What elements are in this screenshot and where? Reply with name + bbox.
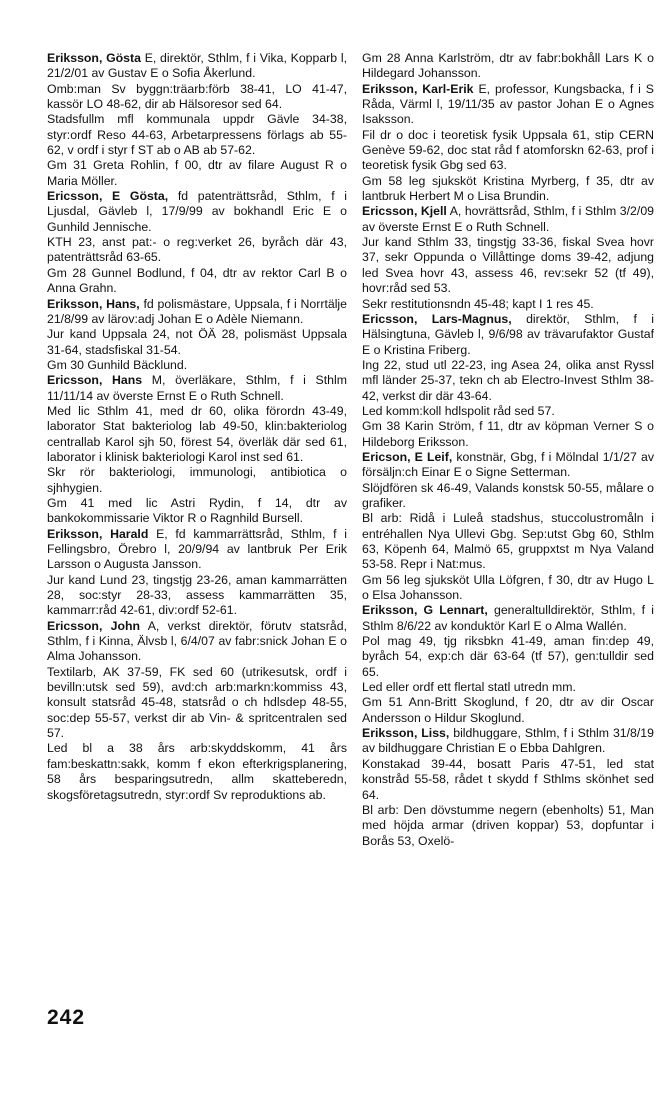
entry-paragraph — [362, 450, 654, 481]
entry-paragraph — [47, 358, 347, 373]
biography-entry — [362, 51, 654, 82]
paragraph-text: Omb:man Sv byggn:träarb:förb 38-41, LO 41-47, kassör LO 48-62, dir ab Hälsoresor sed 64. — [47, 81, 347, 112]
paragraph-text: Led eller ordf ett flertal statl utredn mm. — [362, 680, 576, 695]
entry-paragraph — [47, 465, 347, 496]
entry-paragraph — [362, 603, 654, 634]
paragraph-text: KTH 23, anst pat:- o reg:verket 26, byråch där 43, patenträttsråd 63-65. — [47, 235, 347, 265]
paragraph-text: fd patenträttsråd, Sthlm, f i Ljusdal, Gävleb l, 17/9/99 av bokhandl Eric E o Gunhild Jennische. — [47, 189, 348, 234]
entry-paragraph — [47, 235, 347, 266]
biography-entry — [362, 82, 654, 205]
entry-paragraph — [362, 297, 654, 312]
entry-paragraph — [47, 158, 347, 189]
biography-entry — [47, 373, 347, 526]
paragraph-text: Gm 28 Anna Karlström, dtr av fabr:bokhåll Lars K o Hildegard Johansson. — [362, 51, 654, 81]
paragraph-text: Skr rör bakteriologi, immunologi, antibiotica o sjhhygien. — [47, 465, 347, 495]
paragraph-text: M, överläkare, Sthlm, f i Sthlm 11/11/14 av överste Ernst E o Ruth Schnell. — [47, 373, 347, 403]
entry-paragraph — [362, 481, 654, 512]
entry-paragraph — [362, 312, 654, 358]
paragraph-text: Textilarb, AK 37-59, FK sed 60 (utrikesutsk, ordf i bevilln:utsk sed 59), avd:ch arb:markn:kommiss 43, konsult statsråd 45-48, statsråd o ch hdlsdep 48-55, soc:dep 55-57, verkst dir ab Vin- & spritcentralen sed 57. — [47, 664, 347, 741]
paragraph-text: Jur kand Uppsala 24, not ÖÄ 28, polismäst Uppsala 31-64, stadsfiskal 31-54. — [47, 327, 347, 357]
entry-paragraph — [362, 128, 654, 174]
biography-entry — [47, 51, 347, 189]
entry-paragraph — [47, 297, 347, 328]
paragraph-text: bildhuggare, Sthlm, f i Sthlm 31/8/19 av bildhuggare Christian E o Ebba Dahlgren. — [362, 726, 654, 756]
entry-paragraph — [362, 757, 654, 803]
entry-paragraph — [362, 358, 654, 404]
entry-name: Ericsson, Hans — [47, 373, 143, 388]
entry-paragraph — [47, 112, 347, 158]
entry-name: Eriksson, Karl-Erik — [362, 81, 474, 96]
entry-paragraph — [362, 404, 654, 419]
biography-entry — [362, 312, 654, 450]
entry-name: Eriksson, Liss, — [362, 726, 450, 741]
entry-paragraph — [47, 404, 347, 465]
entry-name: Eriksson, G Lennart, — [362, 603, 488, 618]
paragraph-text: Sekr restitutionsndn 45-48; kapt I 1 res 45. — [362, 296, 594, 311]
paragraph-text: Jur kand Sthlm 33, tingstjg 33-36, fiskal Svea hovr 37, sekr Oppunda o Villåttinge doms 39-42, adjung led Svea hovr 43, assess 46, rev:sekr 52 (tf 49), hovr:råd sed 53. — [362, 235, 654, 296]
paragraph-text: Gm 30 Gunhild Bäcklund. — [47, 357, 188, 372]
biography-entry — [362, 204, 654, 311]
paragraph-text: Gm 31 Greta Rohlin, f 00, dtr av filare August R o Maria Möller. — [47, 158, 347, 188]
entry-paragraph — [47, 573, 347, 619]
entry-name: Eriksson, Gösta — [47, 51, 141, 65]
paragraph-text: fd polismästare, Uppsala, f i Norrtälje 21/8/99 av lärov:adj Johan E o Adèle Niemann. — [47, 296, 348, 326]
biography-entry — [47, 297, 347, 374]
paragraph-text: generaltulldirektör, Sthlm, f i Sthlm 8/6/22 av konduktör Karl E o Alma Wallén. — [362, 603, 654, 633]
entry-paragraph — [362, 695, 654, 726]
entry-paragraph — [47, 189, 347, 235]
paragraph-text: Gm 51 Ann-Britt Skoglund, f 20, dtr av dir Oscar Andersson o Hildur Skoglund. — [362, 695, 654, 725]
entry-paragraph — [362, 204, 654, 235]
entry-name: Ericsson, E Gösta, — [47, 189, 169, 204]
entry-name: Ericsson, John — [47, 618, 141, 633]
paragraph-text: Gm 28 Gunnel Bodlund, f 04, dtr av rektor Carl B o Anna Grahn. — [47, 265, 347, 296]
entry-paragraph — [47, 496, 347, 527]
right-column — [362, 51, 654, 849]
left-column — [47, 51, 347, 803]
entry-paragraph — [362, 235, 654, 296]
paragraph-text: Fil dr o doc i teoretisk fysik Uppsala 61, stip CERN Genève 59-62, doc stat råd f atomforskn 62-63, prof i teoretisk fysik Gbg sed 63. — [362, 127, 654, 173]
paragraph-text: Bl arb: Den dövstumme negern (ebenholts) 51, Man med höjda armar (driven koppar) 53, dopfuntar i Borås 53, Oxelö- — [362, 802, 654, 848]
paragraph-text: konstnär, Gbg, f i Mölndal 1/1/27 av försäljn:ch Einar E o Signe Setterman. — [362, 449, 654, 480]
entry-paragraph — [362, 511, 654, 572]
entry-paragraph — [47, 266, 347, 297]
paragraph-text: A, hovrättsråd, Sthlm, f i Sthlm 3/2/09 av överste Ernst E o Ruth Schnell. — [362, 204, 654, 234]
paragraph-text: Konstakad 39-44, bosatt Paris 47-51, led stat konstråd 55-58, rådet t skydd f Sthlms skönhet sed 64. — [362, 756, 654, 802]
paragraph-text: E, direktör, Sthlm, f i Vika, Kopparb l, 21/2/01 av Gustav E o Sofia Åkerlund. — [47, 51, 347, 81]
paragraph-text: Ing 22, stud utl 22-23, ing Asea 24, olika anst Ryssl mfl länder 25-37, tekn ch ab Electro-Invest Sthlm 38-42, verkst dir där 43-64. — [362, 357, 654, 403]
biography-entry — [47, 619, 347, 803]
entry-paragraph — [47, 527, 347, 573]
page-number: 242 — [47, 1006, 86, 1029]
paragraph-text: Slöjdfören sk 46-49, Valands konstsk 50-55, målare o grafiker. — [362, 480, 654, 510]
entry-paragraph — [47, 82, 347, 113]
biography-entry — [362, 450, 654, 603]
paragraph-text: direktör, Sthlm, f i Hälsingtuna, Gävleb l, 9/6/98 av trävarufaktor Gustaf E o Kristina Friberg. — [362, 311, 654, 357]
paragraph-text: Led bl a 38 års arb:skyddskomm, 41 års fam:beskattn:sakk, komm f ekon efterkrigsplanering, 58 års besparingsutredn, allm skatteberedn, skogsföretagsutredn, styr:ordf Sv reproduktions ab. — [47, 741, 347, 802]
paragraph-text: Gm 58 leg sjuksköt Kristina Myrberg, f 35, dtr av lantbruk Herbert M o Lisa Brundin. — [362, 173, 654, 204]
paragraph-text: E, fd kammarrättsråd, Sthlm, f i Fellingsbro, Örebro l, 20/9/94 av lantbruk Per Erik Larsson o Augusta Jansson. — [47, 526, 347, 572]
entry-paragraph — [362, 419, 654, 450]
paragraph-text: Gm 41 med lic Astri Rydin, f 14, dtr av bankokommissarie Viktor R o Ragnhild Bursell. — [47, 495, 347, 526]
paragraph-text: Gm 56 leg sjuksköt Ulla Löfgren, f 30, dtr av Hugo L o Elsa Johansson. — [362, 572, 654, 603]
entry-paragraph — [47, 619, 347, 665]
entry-paragraph — [362, 174, 654, 205]
biography-entry — [362, 603, 654, 726]
paragraph-text: Gm 38 Karin Ström, f 11, dtr av köpman Verner S o Hildeborg Eriksson. — [362, 419, 654, 449]
paragraph-text: Pol mag 49, tjg riksbkn 41-49, aman fin:dep 49, byråch 54, exp:ch där 63-64 (tf 57), gen:tulldir sed 65. — [362, 634, 654, 679]
paragraph-text: Bl arb: Ridå i Luleå stadshus, stuccolustromåln i entréhallen Nya Ullevi Gbg. Sep:utst Gbg 60, Sthlm 63, Köpenh 64, Malmö 65, gruppxtst m Nya Valand 53-58. Repr i Nat:mus. — [362, 511, 654, 572]
paragraph-text: Med lic Sthlm 41, med dr 60, olika förordn 43-49, laborator Stat bakteriolog lab 49-50, klin:bakteriolog centrallab Karol sjh 50, förest 54, överläk där sed 61, laborator i klinisk bakteriologi Karol inst sed 61. — [47, 403, 347, 464]
entry-paragraph — [362, 726, 654, 757]
entry-paragraph — [362, 634, 654, 680]
entry-paragraph — [362, 573, 654, 604]
biography-entry — [47, 189, 347, 296]
biography-entry — [47, 527, 347, 619]
entry-name: Ericson, E Leif, — [362, 449, 453, 464]
paragraph-text: A, verkst direktör, förutv statsråd, Sthlm, f i Kinna, Älvsb l, 6/4/07 av fabr:snick Johan E o Alma Johansson. — [47, 618, 347, 664]
entry-name: Ericsson, Kjell — [362, 204, 447, 219]
entry-name: Eriksson, Hans, — [47, 296, 140, 311]
paragraph-text: Led komm:koll hdlspolit råd sed 57. — [362, 403, 555, 418]
biography-entry — [362, 726, 654, 849]
entry-paragraph — [47, 665, 347, 742]
entry-paragraph — [47, 373, 347, 404]
entry-paragraph — [47, 51, 347, 82]
entry-name: Eriksson, Harald — [47, 526, 149, 541]
paragraph-text: E, professor, Kungsbacka, f i S Råda, Värml l, 19/11/35 av pastor Johan E o Agnes Isaksson. — [362, 81, 654, 127]
entry-paragraph — [362, 803, 654, 849]
entry-paragraph — [362, 51, 654, 82]
paragraph-text: Stadsfullm mfl kommunala uppdr Gävle 34-38, styr:ordf Reso 44-63, Arbetarpressens förlags ab 55-62, v ordf i styr f ST ab o AB ab 57-62. — [47, 112, 347, 158]
entry-paragraph — [47, 741, 347, 802]
entry-paragraph — [362, 82, 654, 128]
paragraph-text: Jur kand Lund 23, tingstjg 23-26, aman kammarrätten 28, soc:styr 28-33, assess kammarrätten 35, kammarr:råd 42-61, div:ordf 52-61. — [47, 572, 347, 618]
entry-name: Ericsson, Lars-Magnus, — [362, 311, 512, 326]
entry-paragraph — [47, 327, 347, 358]
entry-paragraph — [362, 680, 654, 695]
